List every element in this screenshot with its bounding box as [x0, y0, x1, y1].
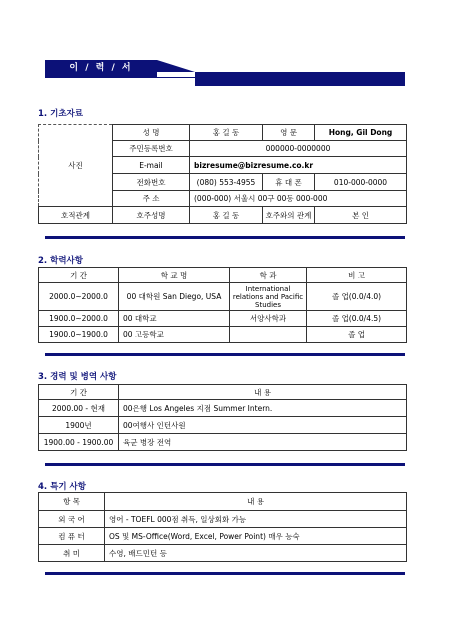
table-row: [39, 327, 407, 343]
education-table: [38, 267, 407, 343]
edu-note: 졸 업(0.0/4.5): [307, 311, 407, 327]
page-title: 이 / 력 / 서: [69, 63, 133, 73]
title-thick-bar: [195, 72, 405, 86]
table-row: [39, 283, 407, 311]
table-row: [39, 417, 407, 434]
title-slant: [157, 60, 195, 72]
name-value: 홍 길 동: [190, 125, 263, 141]
edu-period: 1900.0~1900.0: [39, 327, 119, 343]
skills-content: OS 및 MS-Office(Word, Excel, Power Point) 매우 능숙: [105, 528, 407, 545]
phone-label: 전화번호: [113, 174, 190, 191]
family-head-rel-value: 본 인: [315, 207, 407, 224]
photo-cell: 사진: [39, 125, 113, 207]
edu-period: 1900.0~2000.0: [39, 311, 119, 327]
career-period: 2000.00 - 현재: [39, 400, 119, 417]
eng-label: 영 문: [263, 125, 315, 141]
edu-header-note: 비 고: [307, 268, 407, 283]
table-row: [39, 400, 407, 417]
title-thin-line: [45, 77, 405, 78]
section-title-career: 3. 경력 및 병역 사항: [38, 372, 117, 382]
career-content: 육군 병장 전역: [119, 434, 407, 451]
career-content: 00여행사 인턴사원: [119, 417, 407, 434]
table-row: [39, 434, 407, 451]
section-divider-1: [45, 236, 405, 239]
skills-content: 수영, 배드민턴 등: [105, 545, 407, 562]
skills-header-item: 항 목: [39, 493, 105, 511]
edu-note: 졸 업: [307, 327, 407, 343]
section-divider-2: [45, 353, 405, 356]
career-content: 00은행 Los Angeles 지점 Summer Intern.: [119, 400, 407, 417]
edu-header-period: 기 간: [39, 268, 119, 283]
skills-table: [38, 492, 407, 562]
family-head-label: 호주성명: [113, 207, 190, 224]
table-row: [39, 528, 407, 545]
id-value: 000000-0000000: [190, 141, 407, 157]
skills-header-content: 내 용: [105, 493, 407, 511]
mobile-label: 휴 대 폰: [263, 174, 315, 191]
career-table: [38, 384, 407, 451]
edu-header-school: 학 교 명: [119, 268, 230, 283]
career-period: 1900.00 - 1900.00: [39, 434, 119, 451]
edu-school: 00 대학교: [119, 311, 230, 327]
phone-value: (080) 553-4955: [190, 174, 263, 191]
edu-school: 00 대학원 San Diego, USA: [119, 283, 230, 311]
family-rel-label: 호적관계: [39, 207, 113, 224]
career-header-content: 내 용: [119, 385, 407, 400]
edu-note: 졸 업(0.0/4.0): [307, 283, 407, 311]
section-divider-3: [45, 463, 405, 466]
edu-period: 2000.0~2000.0: [39, 283, 119, 311]
table-row: [39, 511, 407, 528]
edu-school: 00 고등학교: [119, 327, 230, 343]
addr-value: (000-000) 서울시 00구 00동 000-000: [190, 191, 407, 207]
edu-major: 서양사학과: [230, 311, 307, 327]
email-value: bizresume@bizresume.co.kr: [190, 157, 407, 174]
basic-info-table: [38, 124, 407, 224]
edu-major: [230, 327, 307, 343]
section-divider-4: [45, 572, 405, 575]
section-title-skills: 4. 특기 사항: [38, 482, 86, 492]
family-head-value: 홍 길 동: [190, 207, 263, 224]
family-head-rel-label: 호주와의 관계: [263, 207, 315, 224]
skills-content: 영어 - TOEFL 000점 취득, 일상회화 가능: [105, 511, 407, 528]
table-row: [39, 545, 407, 562]
name-label: 성 명: [113, 125, 190, 141]
id-label: 주민등록번호: [113, 141, 190, 157]
table-row: [39, 311, 407, 327]
career-period: 1900년: [39, 417, 119, 434]
section-title-basic: 1. 기초자료: [38, 109, 83, 119]
skills-item: 취 미: [39, 545, 105, 562]
title-band: [45, 60, 405, 86]
eng-value: Hong, Gil Dong: [315, 125, 407, 141]
section-title-education: 2. 학력사항: [38, 256, 83, 266]
edu-header-major: 학 과: [230, 268, 307, 283]
edu-major: International relations and Pacific Studies: [230, 283, 307, 311]
skills-item: 컴 퓨 터: [39, 528, 105, 545]
email-label: E-mail: [113, 157, 190, 174]
skills-item: 외 국 어: [39, 511, 105, 528]
career-header-period: 기 간: [39, 385, 119, 400]
addr-label: 주 소: [113, 191, 190, 207]
mobile-value: 010-000-0000: [315, 174, 407, 191]
